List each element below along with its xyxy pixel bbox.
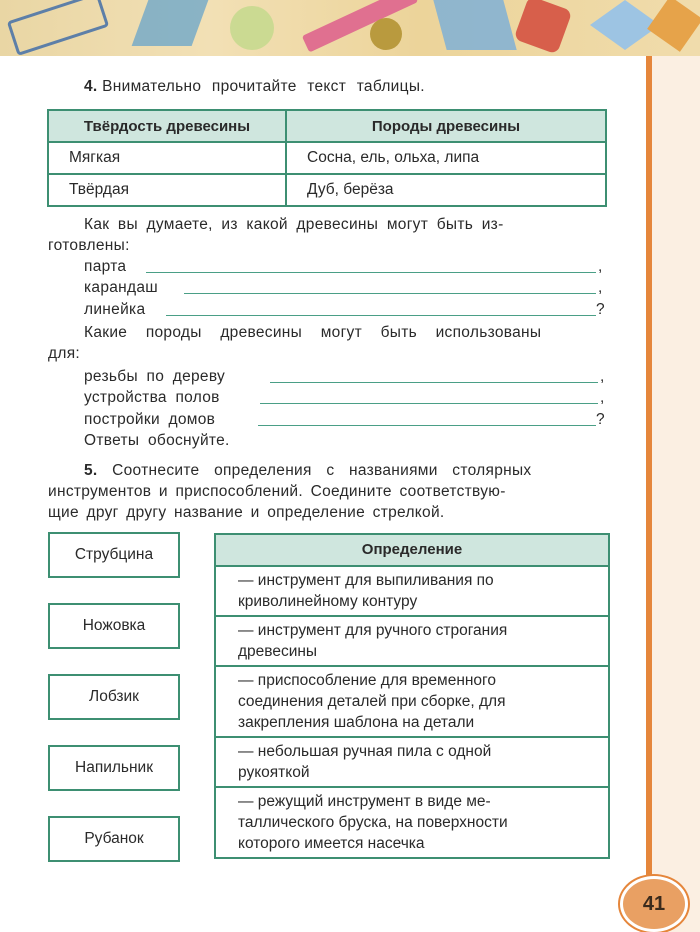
punctuation: , [598, 258, 603, 275]
answer-label: линейка [84, 301, 146, 318]
pencil-illustration [302, 0, 418, 53]
definition-line: рукояткой [238, 764, 310, 781]
definition-row[interactable] [216, 617, 608, 667]
tool-box-handsaw[interactable]: Ножовка [48, 603, 180, 649]
page-margin [652, 56, 700, 932]
definition-line: соединения деталей при сборке, для [238, 693, 506, 710]
table-cell: Мягкая [48, 142, 286, 174]
definition-line: — режущий инструмент в виде ме- [238, 793, 491, 810]
answer-label: устройства полов [84, 389, 220, 406]
punctuation: , [600, 389, 605, 406]
punctuation: ? [596, 301, 605, 318]
table-header-cell: Породы древесины [286, 110, 606, 142]
table-cell: Сосна, ель, ольха, липа [286, 142, 606, 174]
task5-line-1 [84, 460, 606, 481]
definition-row[interactable] [216, 567, 608, 617]
box-illustration [514, 0, 573, 54]
punctuation: , [600, 368, 605, 385]
answer-label: карандаш [84, 279, 159, 296]
definition-line: — небольшая ручная пила с одной [238, 743, 492, 760]
shape-illustration [647, 0, 700, 52]
question-2-continued: для: [48, 345, 80, 362]
definition-line: — инструмент для выпиливания по [238, 572, 494, 589]
table-cell: Твёрдая [48, 174, 286, 206]
definitions-table [214, 533, 610, 859]
definition-line: — инструмент для ручного строгания [238, 622, 508, 639]
answer-line[interactable] [166, 315, 596, 316]
header-illustration [0, 0, 700, 56]
table-header-cell: Твёрдость древесины [48, 110, 286, 142]
task5-line-3: щие друг другу название и определение стрелкой. [48, 504, 445, 521]
wood-hardness-table [47, 109, 607, 207]
definition-line: таллического бруска, на поверхности [238, 814, 508, 831]
question-1: Как вы думаете, из какой древесины могут быть из- [84, 216, 504, 233]
definition-line: которого имеется насечка [238, 835, 425, 852]
answer-line[interactable] [184, 293, 596, 294]
answer-line[interactable] [270, 382, 598, 383]
definition-line: древесины [238, 643, 318, 660]
task5-text: Соотнесите определения с названиями столярных [112, 462, 532, 479]
task5-line-2: инструментов и приспособлений. Соедините соответствую- [48, 483, 506, 500]
punctuation: , [598, 279, 603, 296]
paper-illustration [132, 0, 209, 46]
task5-number: 5. [84, 462, 98, 479]
definition-line: закрепления шаблона на детали [238, 714, 475, 731]
tool-box-plane[interactable]: Рубанок [48, 816, 180, 862]
task4-heading [84, 76, 425, 97]
answer-line[interactable] [260, 403, 598, 404]
answer-label: резьбы по дереву [84, 368, 226, 385]
table-row [48, 142, 606, 174]
task4-instruction: Внимательно прочитайте текст таблицы. [102, 78, 425, 95]
page-number: 41 [620, 876, 688, 932]
table-row [48, 174, 606, 206]
justify-instruction: Ответы обоснуйте. [84, 432, 230, 449]
tool-box-file[interactable]: Напильник [48, 745, 180, 791]
answer-label: парта [84, 258, 127, 275]
table-header-row [48, 110, 606, 142]
ruler-illustration [7, 0, 109, 56]
tool-box-jigsaw[interactable]: Лобзик [48, 674, 180, 720]
answer-line[interactable] [258, 425, 596, 426]
answer-label: постройки домов [84, 411, 216, 428]
table-cell: Дуб, берёза [286, 174, 606, 206]
answer-line[interactable] [146, 272, 596, 273]
question-1-continued: готовлены: [48, 237, 130, 254]
punctuation: ? [596, 411, 605, 428]
tool-box-clamp[interactable]: Струбцина [48, 532, 180, 578]
coin-illustration [370, 18, 402, 50]
ball-illustration [230, 6, 274, 50]
definitions-header: Определение [216, 535, 608, 567]
task4-number: 4. [84, 78, 98, 95]
definition-line: криволинейному контуру [238, 593, 418, 610]
paper-illustration [433, 0, 516, 50]
definition-line: — приспособление для временного [238, 672, 496, 689]
page-border-strip [646, 56, 652, 886]
definition-row[interactable] [216, 667, 608, 738]
question-2: Какие породы древесины могут быть использованы [84, 324, 542, 341]
definition-row[interactable] [216, 788, 608, 857]
definition-row[interactable] [216, 738, 608, 788]
